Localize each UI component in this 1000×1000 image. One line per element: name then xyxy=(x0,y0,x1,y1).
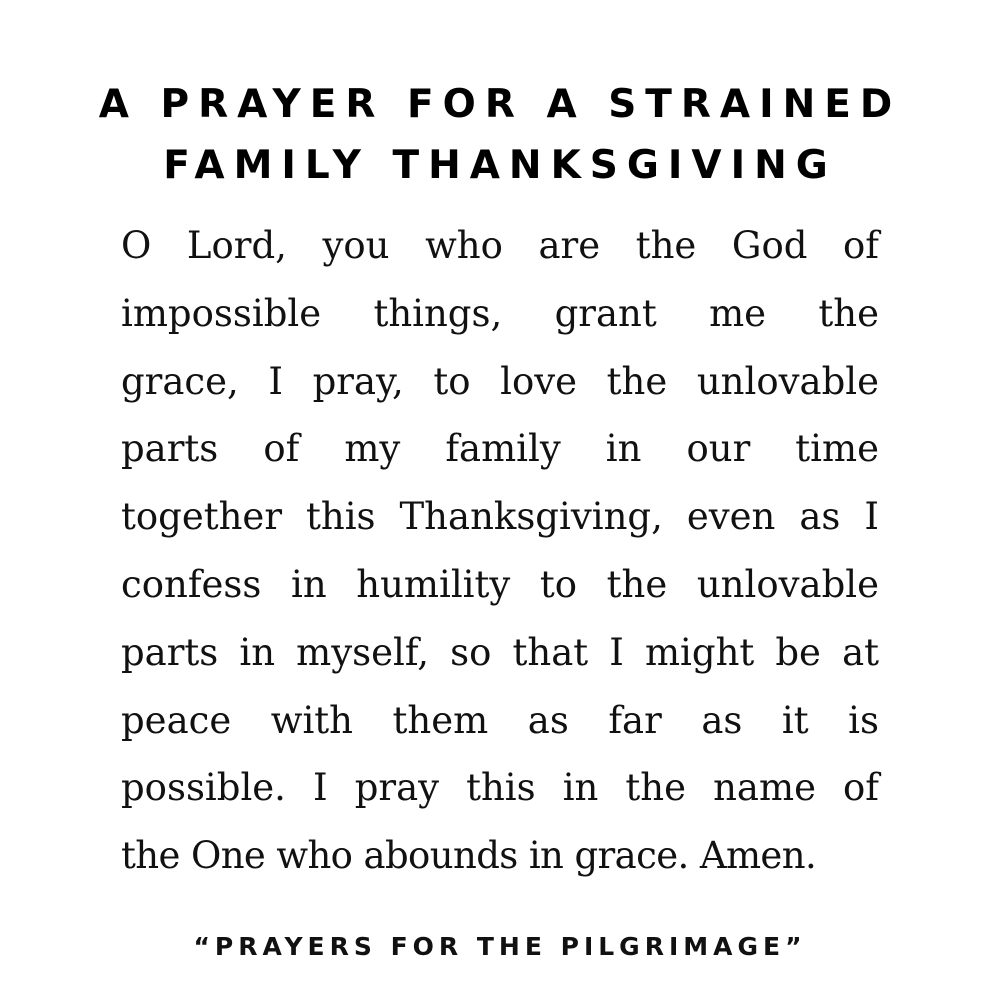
title-line-2: FAMILY THANKSGIVING xyxy=(163,143,837,188)
title-line-1: A PRAYER FOR A STRAINED xyxy=(98,82,902,127)
prayer-line: possible. I pray this in the name of xyxy=(121,766,879,810)
prayer-text xyxy=(121,220,879,898)
prayer-line: parts in myself, so that I might be at xyxy=(121,630,879,674)
prayer-line: confess in humility to the unlovable xyxy=(121,562,879,606)
prayer-line: impossible things, grant me the xyxy=(121,291,879,335)
source-attribution: “PRAYERS FOR THE PILGRIMAGE” xyxy=(193,932,807,961)
prayer-line: peace with them as far as it is xyxy=(121,698,879,742)
prayer-line: O Lord, you who are the God of xyxy=(121,224,879,267)
prayer-line: together this Thanksgiving, even as I xyxy=(121,495,879,539)
prayer-line-last: the One who abounds in grace. Amen. xyxy=(121,834,817,878)
prayer-line: parts of my family in our time xyxy=(121,427,879,471)
prayer-line: grace, I pray, to love the unlovable xyxy=(121,359,879,403)
